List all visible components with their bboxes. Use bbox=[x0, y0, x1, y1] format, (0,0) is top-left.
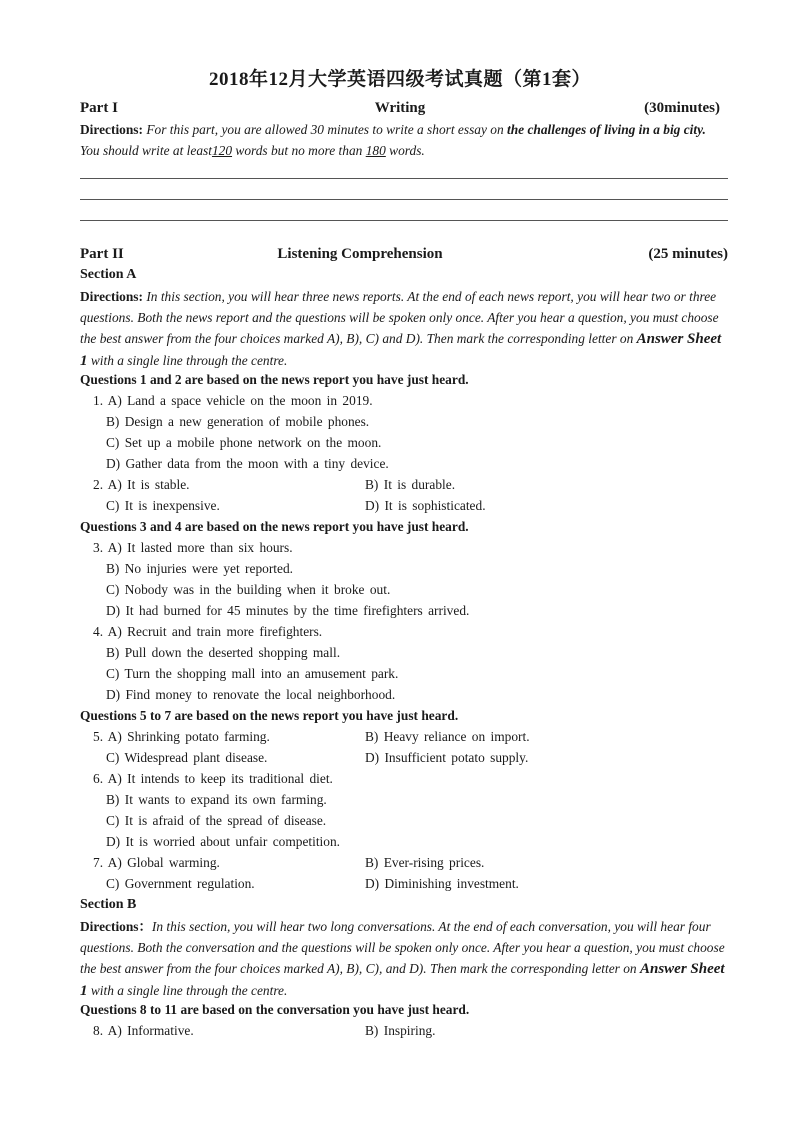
writing-line-3 bbox=[80, 220, 728, 221]
writing-line-1 bbox=[80, 178, 728, 179]
q2-option-b: B) It is durable. bbox=[365, 477, 456, 492]
q1-option-c: C) Set up a mobile phone network on the moon. bbox=[106, 435, 382, 450]
part1-time: (30minutes) bbox=[644, 100, 720, 116]
q3-option-a: 3. A) It lasted more than six hours. bbox=[93, 540, 293, 555]
q5-option-c: C) Widespread plant disease. bbox=[106, 750, 268, 765]
q6-option-c: C) It is afraid of the spread of disease. bbox=[106, 813, 327, 828]
q2-option-a: 2. A) It is stable. bbox=[93, 477, 190, 492]
q7-option-a: 7. A) Global warming. bbox=[93, 855, 220, 870]
max-words: 180 bbox=[365, 143, 386, 158]
q7-option-c: C) Government regulation. bbox=[106, 876, 255, 891]
q4-option-b: B) Pull down the deserted shopping mall. bbox=[106, 645, 341, 660]
q3-option-d: D) It had burned for 45 minutes by the time firefighters arrived. bbox=[106, 603, 470, 618]
q7-option-b: B) Ever-rising prices. bbox=[365, 855, 485, 870]
section-b-label: Section B bbox=[80, 897, 137, 912]
q4-option-a: 4. A) Recruit and train more firefighters. bbox=[93, 624, 323, 639]
part2-name: Listening Comprehension bbox=[277, 246, 443, 262]
q2-option-c: C) It is inexpensive. bbox=[106, 498, 220, 513]
answer-sheet-ref: Answer Sheet 1 bbox=[80, 961, 725, 999]
question-group-heading: Questions 1 and 2 are based on the news report you have just heard. bbox=[80, 372, 469, 387]
part1-directions: Directions: For this part, you are allowed 30 minutes to write a short essay on the challenges of living in a big city. You should write at least120 words but no more than 180 words. bbox=[80, 122, 706, 158]
section-b-directions: Directions：In this section, you will hear two long conversations. At the end of each conversation, you will hear four questions. Both the conversation and the questions will be spoken only once. After you hear a question, you must choose the best answer from the four choices marked A), B), C), and D). Then mark the corresponding letter on Answer Sheet 1 with a single line through the centre. bbox=[80, 919, 725, 999]
q5-option-d: D) Insufficient potato supply. bbox=[365, 750, 529, 765]
writing-line-2 bbox=[80, 199, 728, 200]
part2-time: (25 minutes) bbox=[648, 246, 728, 262]
part1-directions-label: Directions: bbox=[80, 122, 143, 137]
q5-option-a: 5. A) Shrinking potato farming. bbox=[93, 729, 270, 744]
section-a-label: Section A bbox=[80, 267, 137, 282]
q8-option-b: B) Inspiring. bbox=[365, 1023, 436, 1038]
q1-option-d: D) Gather data from the moon with a tiny device. bbox=[106, 456, 389, 471]
q4-option-d: D) Find money to renovate the local neighborhood. bbox=[106, 687, 396, 702]
q6-option-b: B) It wants to expand its own farming. bbox=[106, 792, 327, 807]
q3-option-b: B) No injuries were yet reported. bbox=[106, 561, 293, 576]
q3-option-c: C) Nobody was in the building when it broke out. bbox=[106, 582, 391, 597]
q8-option-a: 8. A) Informative. bbox=[93, 1023, 194, 1038]
q1-option-b: B) Design a new generation of mobile phones. bbox=[106, 414, 370, 429]
q4-option-c: C) Turn the shopping mall into an amusement park. bbox=[106, 666, 399, 681]
question-group-heading: Questions 8 to 11 are based on the conversation you have just heard. bbox=[80, 1002, 470, 1017]
section-a-directions: Directions: In this section, you will hear three news reports. At the end of each news report, you will hear two or three questions. Both the news report and the questions will be spoken only once. After you hear a question, you must choose the best answer from the four choices marked A), B), C) and D). Then mark the corresponding letter on Answer Sheet 1 with a single line through the centre. bbox=[80, 289, 722, 369]
q6-option-a: 6. A) It intends to keep its traditional diet. bbox=[93, 771, 333, 786]
part1-name: Writing bbox=[374, 100, 426, 116]
question-group-heading: Questions 5 to 7 are based on the news report you have just heard. bbox=[80, 708, 459, 723]
essay-topic: the challenges of living in a big city. bbox=[507, 122, 706, 137]
q6-option-d: D) It is worried about unfair competition. bbox=[106, 834, 341, 849]
page-title: 2018年12月大学英语四级考试真题（第1套） bbox=[208, 69, 591, 90]
answer-sheet-ref: Answer Sheet 1 bbox=[80, 331, 722, 369]
min-words: 120 bbox=[211, 143, 233, 158]
part2-header bbox=[80, 246, 728, 268]
q2-option-d: D) It is sophisticated. bbox=[365, 498, 486, 513]
part2-label: Part II bbox=[80, 246, 124, 262]
part1-label: Part I bbox=[80, 100, 118, 116]
q7-option-d: D) Diminishing investment. bbox=[365, 876, 519, 891]
question-group-heading: Questions 3 and 4 are based on the news report you have just heard. bbox=[80, 519, 469, 534]
q1-option-a: 1. A) Land a space vehicle on the moon in 2019. bbox=[93, 393, 373, 408]
q5-option-b: B) Heavy reliance on import. bbox=[365, 729, 530, 744]
